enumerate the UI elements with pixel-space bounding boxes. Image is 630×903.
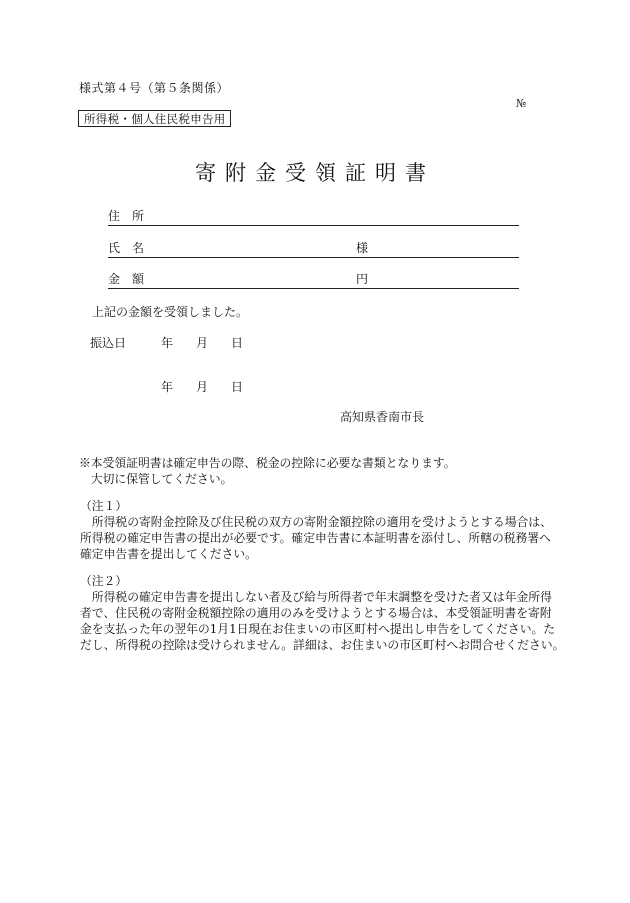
note1-block — [80, 498, 552, 562]
notice-line: 大切に保管してください。 — [79, 472, 233, 486]
note2-line: だし、所得税の控除は受けられません。詳細は、お住まいの市区町村へお問合せください。 — [80, 638, 565, 652]
transfer-date-label: 振込日 — [90, 336, 127, 350]
issue-date-month: 月 — [196, 380, 209, 394]
note1-line: 確定申告書を提出してください。 — [80, 547, 257, 561]
issue-date-day: 日 — [231, 380, 244, 394]
address-field — [108, 207, 519, 226]
serial-number-label: № — [516, 97, 527, 110]
note2-block — [80, 573, 564, 653]
note1-heading: （注１） — [80, 499, 128, 513]
name-field — [108, 239, 519, 258]
transfer-date-month: 月 — [196, 336, 209, 350]
issue-date-year: 年 — [161, 380, 174, 394]
note1-line: 所得税の寄附金控除及び住民税の双方の寄附金額控除の適用を受けようとする場合は、 — [80, 515, 552, 529]
transfer-date-day: 日 — [231, 336, 244, 350]
note2-line: 者で、住民税の寄附金税額控除の適用のみを受けようとする場合は、本受領証明書を寄附 — [80, 606, 552, 620]
usage-label-box: 所得税・個人住民税申告用 — [78, 110, 231, 127]
form-number: 様式第４号（第５条関係） — [79, 81, 230, 95]
note1-line: 所得税の確定申告書の提出が必要です。確定申告書に本証明書を添付し、所轄の税務署へ — [80, 531, 551, 545]
amount-label: 金額 — [108, 272, 157, 286]
address-label: 住所 — [108, 209, 157, 223]
note2-line: 所得税の確定申告書を提出しない者及び給与所得者で年末調整を受けた者又は年金所得 — [80, 590, 552, 604]
received-statement: 上記の金額を受領しました。 — [92, 305, 249, 319]
name-label: 氏名 — [108, 241, 157, 255]
notice-block — [79, 455, 456, 487]
notice-line: ※本受領証明書は確定申告の際、税金の控除に必要な書類となります。 — [79, 456, 456, 470]
transfer-date-year: 年 — [161, 336, 174, 350]
amount-suffix: 円 — [356, 272, 369, 286]
document-title: 寄附金受領証明書 — [195, 161, 435, 185]
name-suffix: 様 — [356, 241, 369, 255]
amount-field — [108, 270, 519, 289]
note2-line: 金を支払った年の翌年の1月1日現在お住まいの市区町村へ提出し申告をしてください。た — [80, 622, 556, 636]
issuer-name: 高知県香南市長 — [340, 410, 425, 424]
note2-heading: （注２） — [80, 574, 128, 588]
